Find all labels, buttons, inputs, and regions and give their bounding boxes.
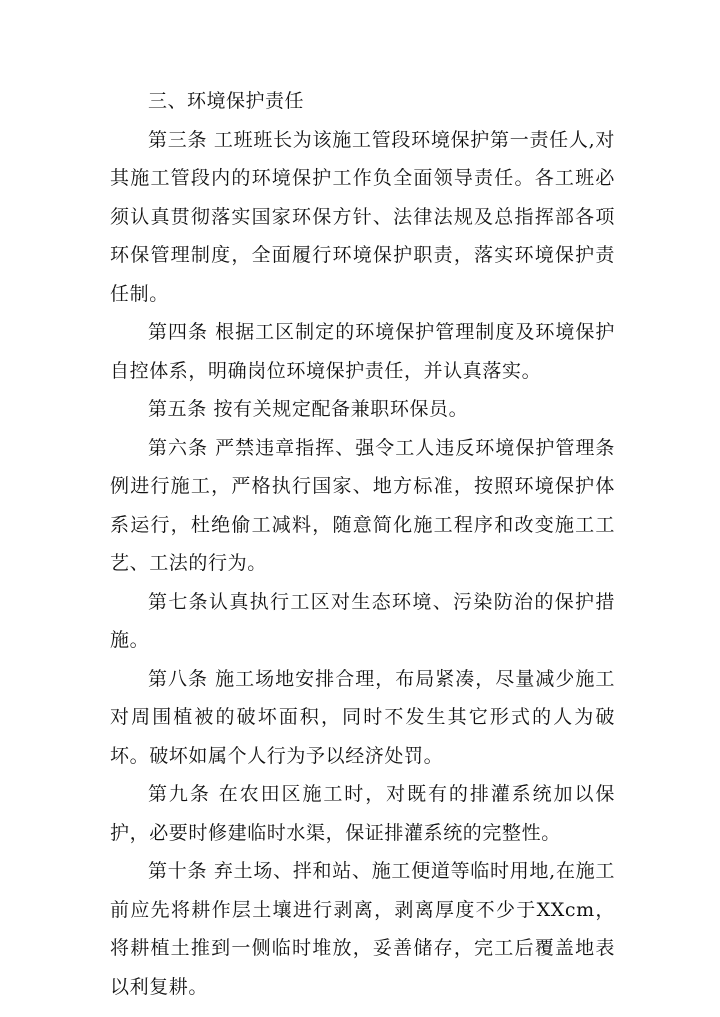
document-page	[110, 82, 615, 1006]
article-4-paragraph: 第四条 根据工区制定的环境保护管理制度及环境保护自控体系，明确岗位环境保护责任，并认真落实。	[110, 321, 615, 382]
article-8-paragraph: 第八条 施工场地安排合理，布局紧凑，尽量减少施工对周围植被的破坏面积，同时不发生其它形式的人为破坏。破坏如属个人行为予以经济处罚。	[110, 667, 615, 767]
article-10-paragraph: 第十条 弃土场、拌和站、施工便道等临时用地,在施工前应先将耕作层土壤进行剥离，剥离厚度不少于XXcm，将耕植土推到一侧临时堆放，妥善储存，完工后覆盖地表以利复耕。	[110, 860, 615, 998]
article-6-paragraph: 第六条 严禁违章指挥、强令工人违反环境保护管理条例进行施工，严格执行国家、地方标准，按照环境保护体系运行，杜绝偷工减料，随意简化施工程序和改变施工工艺、工法的行为。	[110, 436, 615, 574]
article-9-paragraph: 第九条 在农田区施工时，对既有的排灌系统加以保护，必要时修建临时水渠，保证排灌系统的完整性。	[110, 783, 615, 844]
section-heading: 三、环境保护责任	[148, 90, 305, 112]
article-3-paragraph: 第三条 工班班长为该施工管段环境保护第一责任人,对其施工管段内的环境保护工作负全面领导责任。各工班必须认真贯彻落实国家环保方针、法律法规及总指挥部各项环保管理制度，全面履行环境保护职责，落实环境保护责任制。	[110, 128, 615, 305]
article-7-paragraph: 第七条认真执行工区对生态环境、污染防治的保护措施。	[110, 590, 615, 651]
article-5-paragraph: 第五条 按有关规定配备兼职环保员。	[148, 398, 469, 420]
